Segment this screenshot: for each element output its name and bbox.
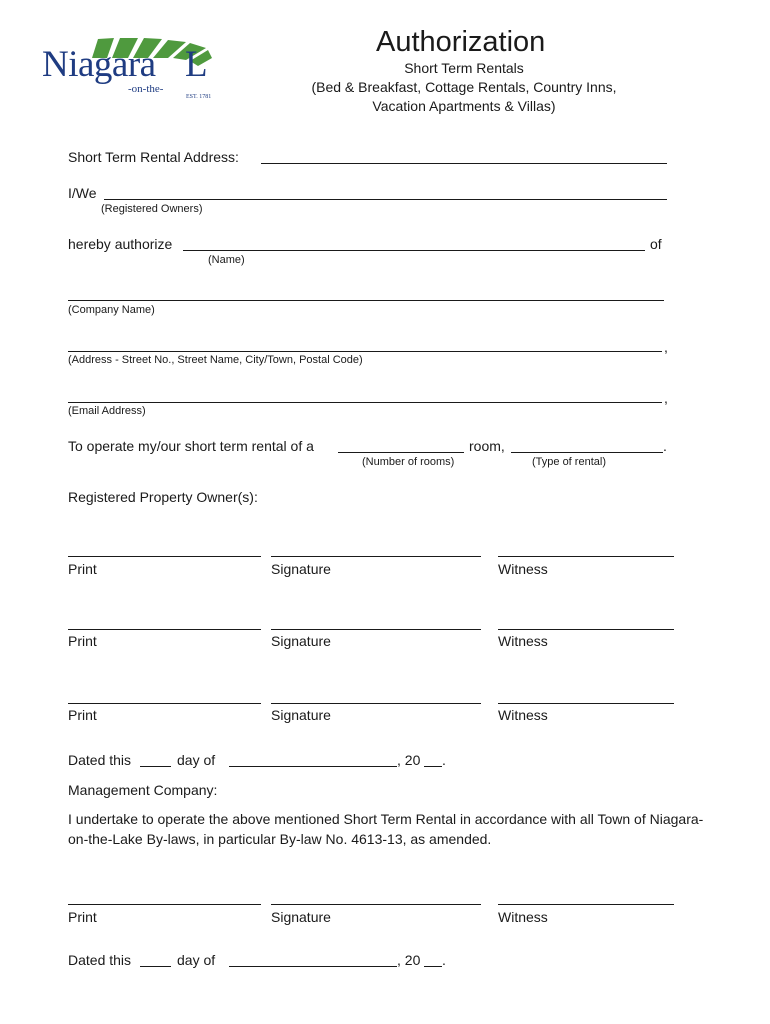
- dated-1-dayof-label: day of: [177, 752, 216, 768]
- logo-wordmark: Niagara: [42, 44, 156, 85]
- dated-1-this-label: Dated this: [68, 752, 132, 768]
- room-label: room,: [469, 438, 505, 454]
- dated-2-day-field[interactable]: [140, 966, 171, 967]
- operate-end: .: [663, 438, 667, 454]
- page-subtitle: [288, 59, 640, 116]
- logo-tagline: -on-the-: [128, 83, 164, 95]
- owner-1-witness-field[interactable]: [498, 556, 674, 557]
- type-of-rental-field[interactable]: [511, 452, 663, 453]
- company-caption: (Company Name): [68, 304, 155, 316]
- subtitle-line-1: Short Term Rentals: [404, 60, 524, 76]
- dated-1-day-field[interactable]: [140, 766, 171, 767]
- mgmt-witness-label: Witness: [498, 909, 548, 925]
- address-caption: (Address - Street No., Street Name, City/Town, Postal Code): [68, 354, 363, 366]
- email-field[interactable]: [68, 402, 662, 403]
- of-label: of: [650, 236, 662, 252]
- owner-2-witness-field[interactable]: [498, 629, 674, 630]
- page-title: Authorization: [376, 26, 546, 58]
- owner-1-print-label: Print: [68, 561, 97, 577]
- undertaking-text: I undertake to operate the above mentioned Short Term Rental in accordance with all Town of Niagara-on-the-Lake By-laws, in particular By-law No. 4613-13, as amended.: [68, 811, 704, 847]
- mgmt-signature-label: Signature: [271, 909, 331, 925]
- dated-2-period: .: [442, 952, 446, 968]
- rooms-caption: (Number of rooms): [362, 456, 455, 468]
- dated-2-year-label: , 20: [397, 952, 421, 968]
- rental-type-caption: (Type of rental): [532, 456, 606, 468]
- email-caption: (Email Address): [68, 405, 146, 417]
- town-logo: [40, 36, 215, 104]
- mgmt-signature-field[interactable]: [271, 904, 481, 905]
- dated-2-dayof-label: day of: [177, 952, 216, 968]
- dated-2-this-label: Dated this: [68, 952, 132, 968]
- owner-2-print-field[interactable]: [68, 629, 261, 630]
- rental-address-field[interactable]: [261, 163, 667, 164]
- dated-1-period: .: [442, 752, 446, 768]
- dated-1-month-field[interactable]: [229, 766, 397, 767]
- owner-2-signature-label: Signature: [271, 633, 331, 649]
- mgmt-print-field[interactable]: [68, 904, 261, 905]
- subtitle-line-3: Vacation Apartments & Villas): [372, 98, 556, 114]
- owner-2-witness-label: Witness: [498, 633, 548, 649]
- name-caption: (Name): [208, 254, 245, 266]
- number-of-rooms-field[interactable]: [338, 452, 464, 453]
- mgmt-witness-field[interactable]: [498, 904, 674, 905]
- owner-1-signature-label: Signature: [271, 561, 331, 577]
- owner-1-signature-field[interactable]: [271, 556, 481, 557]
- owner-2-print-label: Print: [68, 633, 97, 649]
- authorized-name-field[interactable]: [183, 250, 645, 251]
- dated-2-month-field[interactable]: [229, 966, 397, 967]
- dated-1-year-field[interactable]: [424, 766, 442, 767]
- owner-3-signature-label: Signature: [271, 707, 331, 723]
- address-comma: ,: [664, 339, 668, 355]
- operate-label: To operate my/our short term rental of a: [68, 438, 314, 454]
- company-address-field[interactable]: [68, 351, 662, 352]
- owners-heading: Registered Property Owner(s):: [68, 489, 258, 505]
- authorize-label: hereby authorize: [68, 236, 173, 252]
- owner-1-print-field[interactable]: [68, 556, 261, 557]
- owner-2-signature-field[interactable]: [271, 629, 481, 630]
- logo-est: EST. 1781: [186, 94, 212, 100]
- mgmt-print-label: Print: [68, 909, 97, 925]
- dated-2-year-field[interactable]: [424, 966, 442, 967]
- registered-owners-caption: (Registered Owners): [101, 203, 203, 215]
- logo-wordmark-tail: L: [185, 44, 208, 85]
- dated-1-year-label: , 20: [397, 752, 421, 768]
- owner-3-witness-field[interactable]: [498, 703, 674, 704]
- email-comma: ,: [664, 390, 668, 406]
- owner-1-witness-label: Witness: [498, 561, 548, 577]
- management-heading: Management Company:: [68, 782, 218, 798]
- address-label: Short Term Rental Address:: [68, 149, 239, 165]
- iwe-label: I/We: [68, 185, 97, 201]
- registered-owners-field[interactable]: [104, 199, 667, 200]
- owner-3-signature-field[interactable]: [271, 703, 481, 704]
- owner-3-print-field[interactable]: [68, 703, 261, 704]
- company-name-field[interactable]: [68, 300, 664, 301]
- owner-3-print-label: Print: [68, 707, 97, 723]
- owner-3-witness-label: Witness: [498, 707, 548, 723]
- subtitle-line-2: (Bed & Breakfast, Cottage Rentals, Country Inns,: [311, 79, 617, 95]
